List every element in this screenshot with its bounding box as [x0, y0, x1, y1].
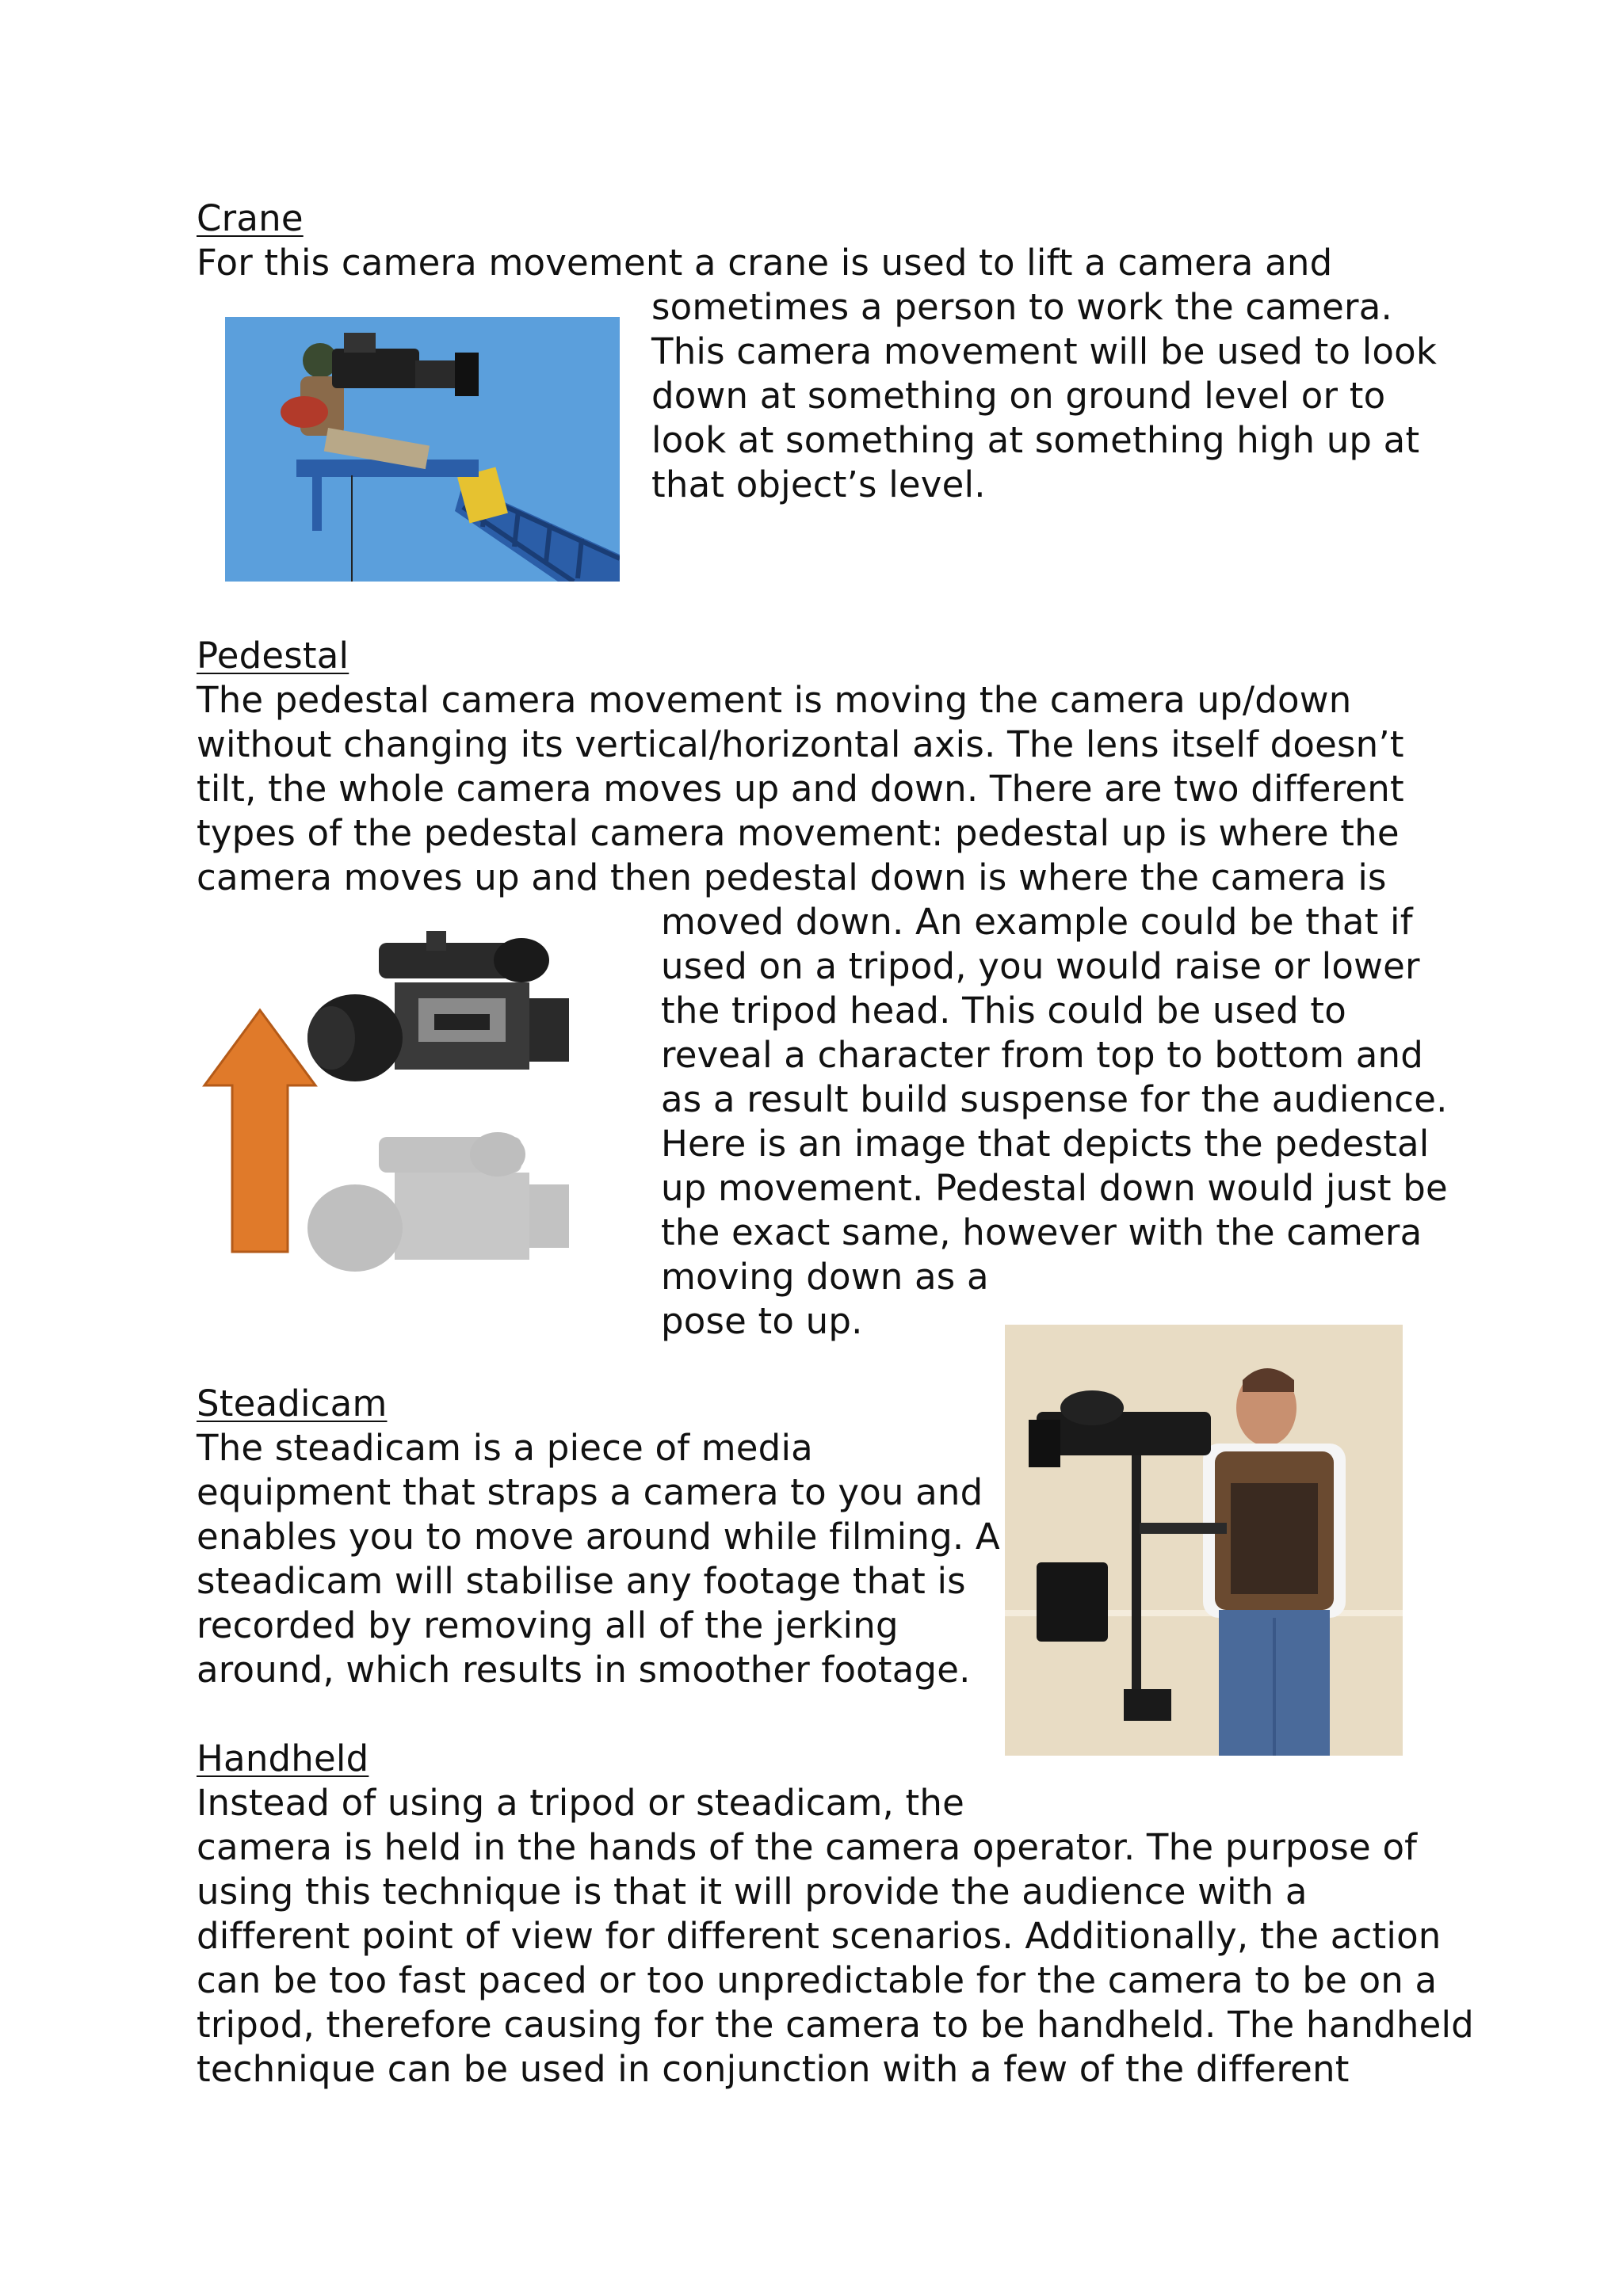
crane-text-line: look at something at something high up at	[651, 419, 1420, 461]
handheld-text-line: tripod, therefore causing for the camera to be handheld. The handheld	[197, 2004, 1474, 2046]
handheld-text-line: Instead of using a tripod or steadicam, the	[197, 1782, 965, 1824]
pedestal-text-line: as a result build suspense for the audience.	[661, 1078, 1448, 1120]
handheld-text-line: using this technique is that it will provide the audience with a	[197, 1871, 1308, 1913]
pedestal-text-line: the exact same, however with the camera	[661, 1211, 1423, 1253]
crane-text-line: that object’s level.	[651, 463, 986, 505]
crane-text-line: down at something on ground level or to	[651, 375, 1386, 417]
pedestal-text-line: moving down as a	[661, 1256, 989, 1298]
steadicam-text-line: steadicam will stabilise any footage that is	[197, 1560, 966, 1602]
steadicam-photo	[1005, 1325, 1403, 1756]
pedestal-text-line: pose to up.	[661, 1300, 863, 1342]
steadicam-text-line: equipment that straps a camera to you and	[197, 1471, 983, 1513]
pedestal-text-line: the tripod head. This could be used to	[661, 990, 1346, 1032]
crane-text-line: For this camera movement a crane is used to lift a camera and	[197, 242, 1333, 284]
pedestal-text-line: The pedestal camera movement is moving the camera up/down	[197, 679, 1352, 721]
crane-text-line: sometimes a person to work the camera.	[651, 286, 1392, 328]
pedestal-text-line: Here is an image that depicts the pedestal	[661, 1123, 1430, 1165]
pedestal-diagram	[197, 919, 624, 1315]
pedestal-heading: Pedestal	[197, 635, 349, 677]
steadicam-text-line: enables you to move around while filming. A	[197, 1516, 1000, 1558]
steadicam-text-line: recorded by removing all of the jerking	[197, 1604, 899, 1646]
pedestal-text-line: reveal a character from top to bottom and	[661, 1034, 1424, 1076]
pedestal-text-line: up movement. Pedestal down would just be	[661, 1167, 1448, 1209]
crane-heading: Crane	[197, 197, 304, 239]
handheld-text-line: camera is held in the hands of the camera operator. The purpose of	[197, 1826, 1418, 1868]
handheld-text-line: technique can be used in conjunction with a few of the different	[197, 2048, 1350, 2090]
pedestal-text-line: without changing its vertical/horizontal axis. The lens itself doesn’t	[197, 723, 1404, 765]
steadicam-heading: Steadicam	[197, 1383, 388, 1425]
handheld-text-line: can be too fast paced or too unpredictable for the camera to be on a	[197, 1959, 1438, 2001]
steadicam-text-line: around, which results in smoother footage.	[197, 1649, 971, 1691]
pedestal-text-line: types of the pedestal camera movement: pedestal up is where the	[197, 812, 1400, 854]
crane-text-line: This camera movement will be used to look	[651, 330, 1438, 372]
handheld-heading: Handheld	[197, 1737, 369, 1779]
pedestal-text-line: used on a tripod, you would raise or lower	[661, 945, 1420, 987]
pedestal-text-line: moved down. An example could be that if	[661, 901, 1413, 943]
handheld-text-line: different point of view for different scenarios. Additionally, the action	[197, 1915, 1442, 1957]
steadicam-text-line: The steadicam is a piece of media	[197, 1427, 813, 1469]
pedestal-text-line: tilt, the whole camera moves up and down. There are two different	[197, 768, 1404, 810]
crane-photo	[225, 317, 620, 582]
pedestal-text-line: camera moves up and then pedestal down is where the camera is	[197, 856, 1387, 898]
